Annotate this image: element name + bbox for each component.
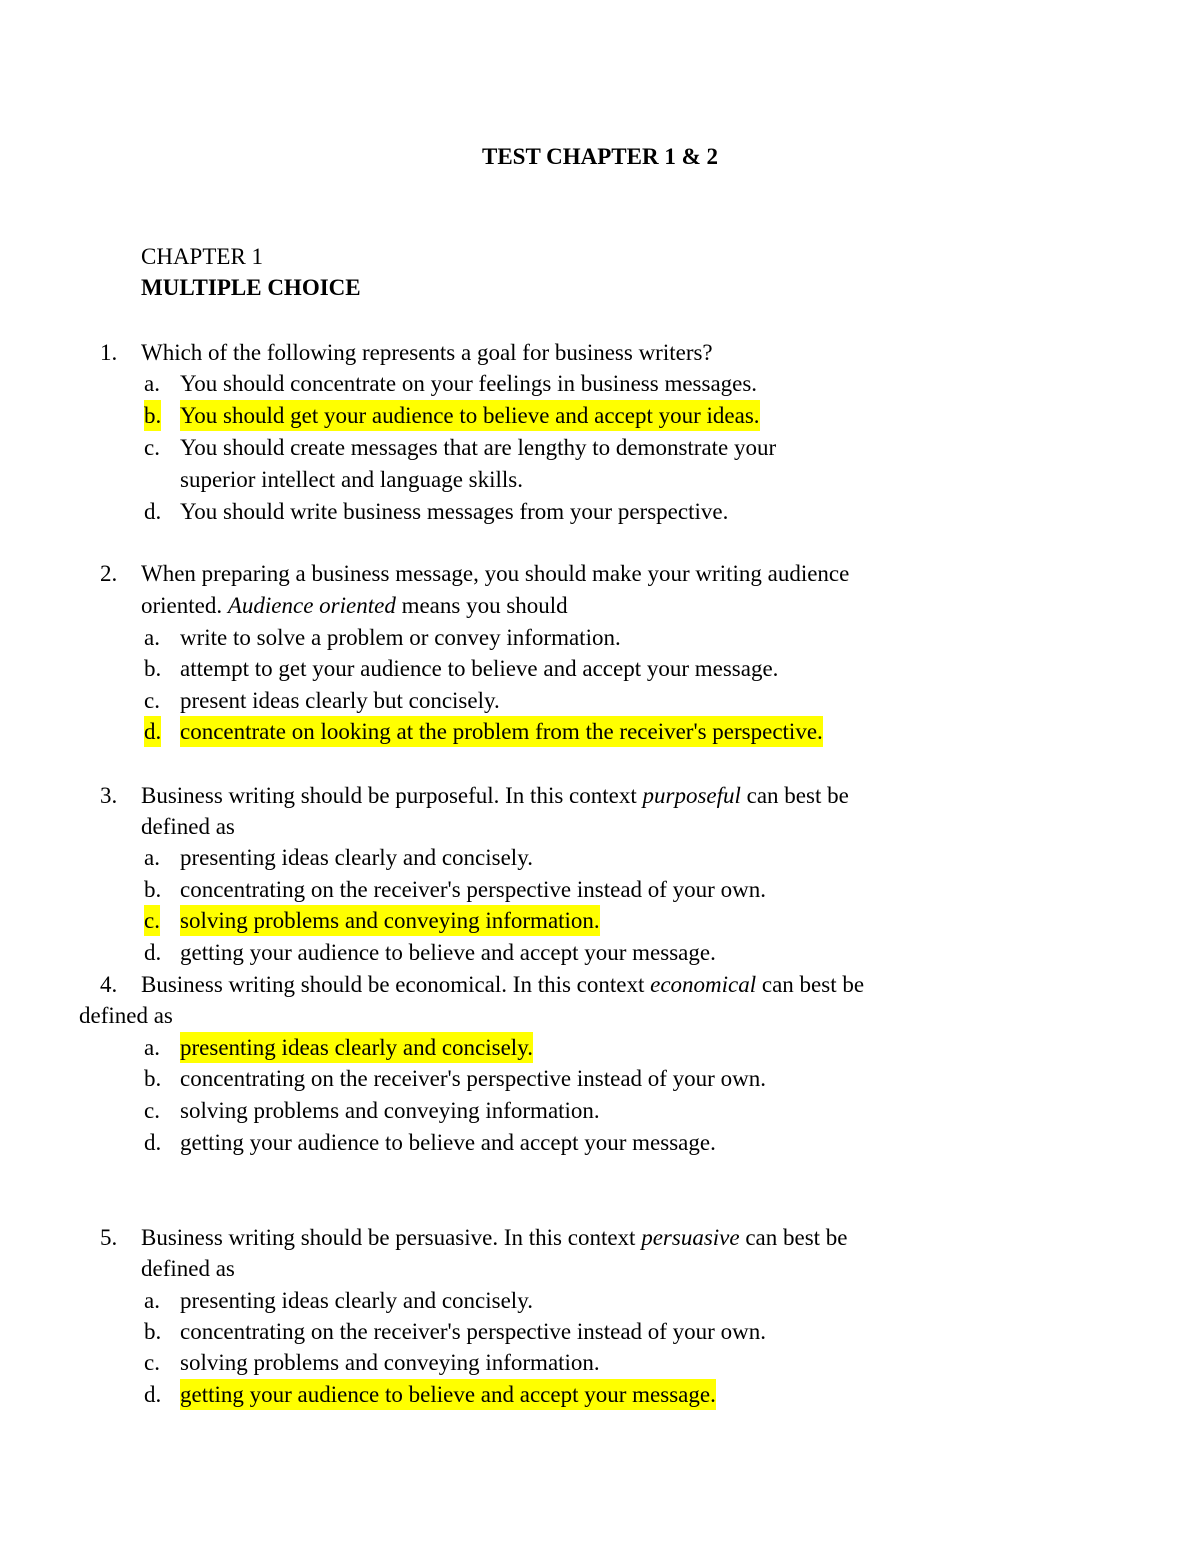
page-title: TEST CHAPTER 1 & 2 (481, 144, 718, 169)
question-text: oriented. Audience oriented means you should (141, 593, 568, 618)
option-letter: a. (144, 845, 160, 870)
option-letter: d. (144, 1382, 162, 1407)
question-text: When preparing a business message, you should make your writing audience (141, 561, 850, 586)
option-text: You should create messages that are lengthy to demonstrate your (180, 435, 777, 460)
option-text: present ideas clearly but concisely. (180, 688, 500, 713)
question-number: 2. (100, 561, 118, 586)
option-text: solving problems and conveying information. (180, 1098, 600, 1123)
option-text: write to solve a problem or convey information. (180, 625, 621, 650)
question-text: Which of the following represents a goal for business writers? (141, 340, 713, 365)
question-number: 1. (100, 340, 118, 365)
question-number: 5. (100, 1225, 118, 1250)
option-text: getting your audience to believe and accept your message. (180, 1130, 716, 1155)
italic-term: Audience oriented (227, 593, 396, 618)
option-letter: c. (144, 1350, 160, 1375)
question-text: defined as (141, 1256, 235, 1281)
question-number: 3. (100, 783, 118, 808)
option-text-highlighted: You should get your audience to believe and accept your ideas. (180, 400, 760, 431)
option-letter: b. (144, 1319, 162, 1344)
italic-term: persuasive (641, 1225, 740, 1250)
option-letter: b. (144, 877, 162, 902)
option-text: attempt to get your audience to believe and accept your message. (180, 656, 779, 681)
option-letter: d. (144, 940, 162, 965)
question-text: Business writing should be economical. In this context economical can best be (141, 972, 865, 997)
option-text: You should concentrate on your feelings in business messages. (180, 371, 758, 396)
section-heading: MULTIPLE CHOICE (141, 275, 361, 300)
option-letter: c. (144, 905, 160, 936)
option-letter: a. (144, 371, 160, 396)
option-letter: a. (144, 625, 160, 650)
question-text: defined as (141, 814, 235, 839)
option-letter: d. (144, 1130, 162, 1155)
option-letter: a. (144, 1288, 160, 1313)
question-text: Business writing should be purposeful. In this context purposeful can best be (141, 783, 849, 808)
option-text: presenting ideas clearly and concisely. (180, 1288, 533, 1313)
question-text: Business writing should be persuasive. In this context persuasive can best be (141, 1225, 848, 1250)
option-letter: b. (144, 656, 162, 681)
option-text-highlighted: getting your audience to believe and accept your message. (180, 1379, 716, 1410)
option-text-highlighted: concentrate on looking at the problem from the receiver's perspective. (180, 716, 823, 747)
option-text-highlighted: presenting ideas clearly and concisely. (180, 1032, 533, 1063)
option-text-highlighted: solving problems and conveying information. (180, 905, 600, 936)
option-text: presenting ideas clearly and concisely. (180, 845, 533, 870)
option-text: solving problems and conveying information. (180, 1350, 600, 1375)
option-letter: c. (144, 435, 160, 460)
option-letter: c. (144, 688, 160, 713)
option-text: You should write business messages from your perspective. (180, 499, 729, 524)
option-letter: a. (144, 1035, 160, 1060)
option-letter: b. (144, 1066, 162, 1091)
option-letter: c. (144, 1098, 160, 1123)
italic-term: purposeful (642, 783, 741, 808)
option-text: concentrating on the receiver's perspective instead of your own. (180, 1066, 766, 1091)
option-letter: d. (144, 716, 161, 747)
option-text: concentrating on the receiver's perspective instead of your own. (180, 877, 766, 902)
italic-term: economical (650, 972, 757, 997)
option-text: getting your audience to believe and accept your message. (180, 940, 716, 965)
chapter-heading: CHAPTER 1 (141, 244, 264, 269)
question-number: 4. (100, 972, 118, 997)
question-text: defined as (79, 1003, 173, 1028)
option-text: superior intellect and language skills. (180, 467, 523, 492)
option-letter: d. (144, 499, 162, 524)
option-text: concentrating on the receiver's perspective instead of your own. (180, 1319, 766, 1344)
option-letter: b. (144, 400, 161, 431)
